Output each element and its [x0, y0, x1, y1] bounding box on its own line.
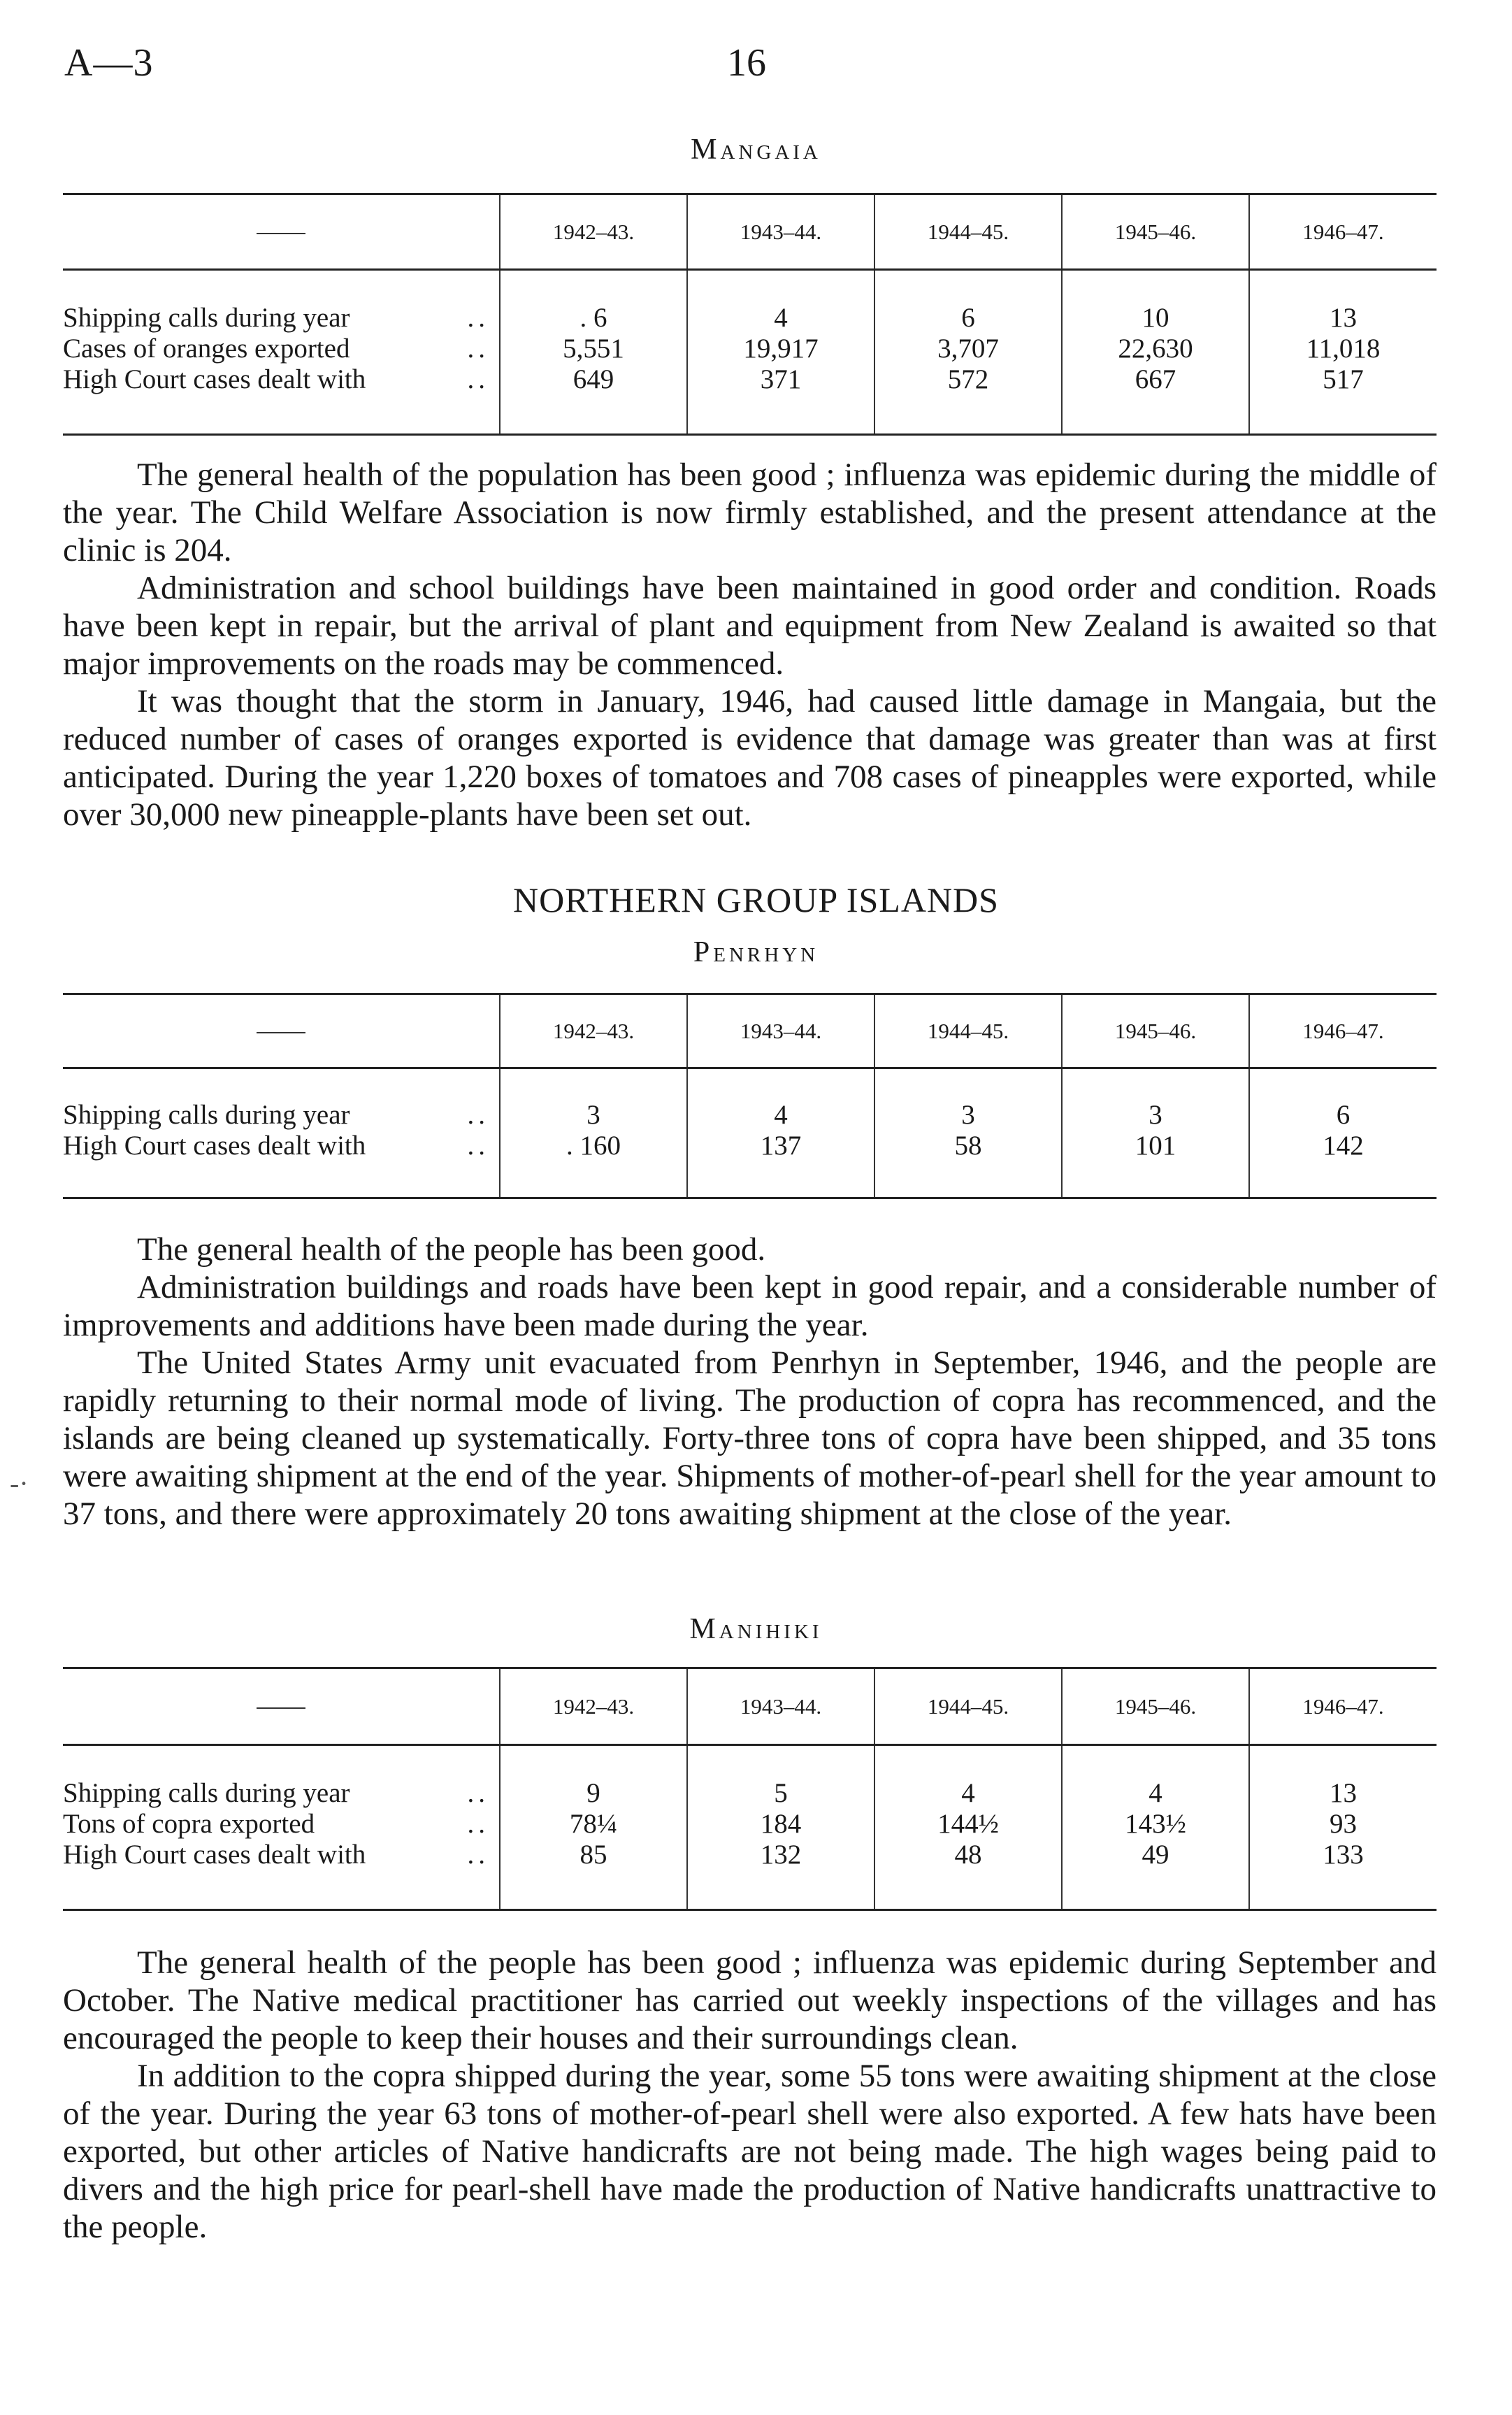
- data-column-1945-46: [1062, 1745, 1249, 1910]
- column-header: 1944–45.: [874, 194, 1062, 270]
- header-blank-cell: [63, 1668, 500, 1745]
- table-body: [63, 270, 1437, 435]
- table-cell: . 160: [566, 1131, 621, 1161]
- table-cell: 184: [760, 1809, 802, 1839]
- data-column-1946-47: [1249, 1068, 1437, 1198]
- table-cell: 13: [1330, 303, 1357, 333]
- table-cell: 4: [774, 303, 788, 333]
- data-column-1944-45: [874, 1068, 1062, 1198]
- table-header-row: [63, 194, 1437, 270]
- table-cell: 137: [760, 1131, 802, 1161]
- section-title-northern-group: NORTHERN GROUP ISLANDS: [513, 880, 999, 919]
- row-label: Cases of oranges exported ..: [63, 334, 489, 364]
- data-column-1946-47: [1249, 1745, 1437, 1910]
- section-title-penrhyn: Penrhyn: [693, 936, 819, 968]
- row-labels-cell: [63, 1745, 500, 1910]
- table-cell: 142: [1323, 1131, 1364, 1161]
- column-header: 1946–47.: [1249, 994, 1437, 1068]
- header-blank-cell: [63, 994, 500, 1068]
- section-title-mangaia: Mangaia: [691, 134, 821, 166]
- table-cell: 667: [1135, 364, 1176, 394]
- row-label: Shipping calls during year ..: [63, 1778, 489, 1808]
- data-column-1945-46: [1062, 1068, 1249, 1198]
- table-cell: 13: [1330, 1778, 1357, 1808]
- paragraph: Administration buildings and roads have been kept in good repair, and a considerable number of improvements and additions have been made during the year.: [63, 1269, 1437, 1343]
- table-cell: 517: [1323, 364, 1364, 394]
- dash-mark: [257, 1707, 305, 1709]
- penrhyn-table: [63, 993, 1437, 1199]
- manihiki-text: [63, 1944, 1437, 2246]
- column-header: 1942–43.: [500, 994, 687, 1068]
- data-column-1942-43: [500, 270, 687, 435]
- paragraph: In addition to the copra shipped during the year, some 55 tons were awaiting shipment at the close of the year. During the year 63 tons of mother-of-pearl shell were also exported. A few hats have been exported, but other articles of Native handicrafts are not being made. The high wages being paid to divers and the high price for pearl-shell have made the production of Native handicrafts unattractive to the people.: [63, 2058, 1437, 2245]
- table-cell: 49: [1142, 1840, 1169, 1870]
- mangaia-table: [63, 193, 1437, 436]
- paragraph: Administration and school buildings have been maintained in good order and condition. Roads have been kept in repair, but the arrival of plant and equipment from New Zealand is awaited so that major improvements on the roads may be commenced.: [63, 570, 1437, 682]
- table-cell: 101: [1135, 1131, 1176, 1161]
- table-cell: 10: [1142, 303, 1169, 333]
- column-header: 1945–46.: [1062, 1668, 1249, 1745]
- column-header: 1946–47.: [1249, 1668, 1437, 1745]
- column-header: 1945–46.: [1062, 194, 1249, 270]
- column-header: 1945–46.: [1062, 994, 1249, 1068]
- paragraph: The United States Army unit evacuated from Penrhyn in September, 1946, and the people are rapidly returning to their normal mode of living. The production of copra has recommenced, and the islands are being cleaned up systematically. Forty-three tons of copra have been shipped, and 35 tons were awaiting shipment at the end of the year. Shipments of mother-of-pearl shell for the year amount to 37 tons, and there were approximately 20 tons awaiting shipment at the close of the year.: [63, 1345, 1437, 1532]
- manihiki-table: [63, 1667, 1437, 1911]
- table-header-row: [63, 994, 1437, 1068]
- table-cell: 649: [573, 364, 614, 394]
- dash-mark: [257, 233, 305, 234]
- table-cell: 85: [579, 1840, 607, 1870]
- row-label: High Court cases dealt with ..: [63, 1840, 489, 1870]
- table-cell: 9: [586, 1778, 600, 1808]
- row-label: Tons of copra exported ..: [63, 1809, 489, 1839]
- paragraph: The general health of the people has been good.: [137, 1231, 766, 1268]
- table-cell: 58: [954, 1131, 982, 1161]
- row-labels-cell: [63, 270, 500, 435]
- table-cell: 371: [760, 364, 802, 394]
- paragraph: The general health of the population has been good ; influenza was epidemic during the middle of the year. The Child Welfare Association is now firmly established, and the present attendance at the clinic is 204.: [63, 457, 1437, 568]
- table-cell: . 6: [579, 303, 607, 333]
- section-title-manihiki: Manihiki: [689, 1613, 823, 1645]
- row-labels-cell: [63, 1068, 500, 1198]
- paragraph: It was thought that the storm in January, 1946, had caused little damage in Mangaia, but the reduced number of cases of oranges exported is evidence that damage was greater than was at first anticipated. During the year 1,220 boxes of tomatoes and 708 cases of pineapples were exported, while over 30,000 new pineapple-plants have been set out.: [63, 683, 1437, 833]
- margin-mark: -·: [10, 1468, 29, 1499]
- data-column-1943-44: [687, 270, 874, 435]
- table-cell: 11,018: [1306, 334, 1381, 364]
- table-cell: 5: [774, 1778, 788, 1808]
- dash-mark: [257, 1032, 305, 1033]
- column-header: 1946–47.: [1249, 194, 1437, 270]
- data-column-1946-47: [1249, 270, 1437, 435]
- column-header: 1944–45.: [874, 1668, 1062, 1745]
- penrhyn-text: [63, 1231, 1437, 1533]
- page-number: 16: [727, 41, 766, 85]
- table-cell: 5,551: [563, 334, 624, 364]
- table-cell: 132: [760, 1840, 802, 1870]
- data-column-1944-45: [874, 270, 1062, 435]
- table-cell: 6: [1336, 1100, 1351, 1130]
- data-column-1942-43: [500, 1068, 687, 1198]
- column-header: 1943–44.: [687, 994, 874, 1068]
- row-label: Shipping calls during year ..: [63, 1100, 489, 1130]
- table-cell: 19,917: [743, 334, 819, 364]
- table-cell: 144½: [937, 1809, 999, 1839]
- row-label: High Court cases dealt with ..: [63, 364, 489, 394]
- table-cell: 78¼: [569, 1809, 618, 1839]
- table-header-row: [63, 1668, 1437, 1745]
- header-blank-cell: [63, 194, 500, 270]
- table-cell: 3: [961, 1100, 975, 1130]
- table-body: [63, 1068, 1437, 1198]
- column-header: 1943–44.: [687, 194, 874, 270]
- table-cell: 4: [961, 1778, 975, 1808]
- column-header: 1944–45.: [874, 994, 1062, 1068]
- table-cell: 3,707: [937, 334, 999, 364]
- table-cell: 93: [1330, 1809, 1357, 1839]
- mangaia-text: [63, 456, 1437, 833]
- table-cell: 22,630: [1118, 334, 1193, 364]
- table-cell: 133: [1323, 1840, 1364, 1870]
- row-label: Shipping calls during year ..: [63, 303, 489, 333]
- data-column-1942-43: [500, 1745, 687, 1910]
- table-cell: 143½: [1125, 1809, 1186, 1839]
- table-body: [63, 1745, 1437, 1910]
- table-cell: 3: [586, 1100, 600, 1130]
- column-header: 1943–44.: [687, 1668, 874, 1745]
- document-series-code: A—3: [64, 41, 154, 85]
- table-cell: 572: [947, 364, 989, 394]
- table-cell: 4: [774, 1100, 788, 1130]
- data-column-1944-45: [874, 1745, 1062, 1910]
- data-column-1943-44: [687, 1745, 874, 1910]
- row-label: High Court cases dealt with ..: [63, 1131, 489, 1161]
- table-cell: 4: [1149, 1778, 1162, 1808]
- column-header: 1942–43.: [500, 1668, 687, 1745]
- data-column-1943-44: [687, 1068, 874, 1198]
- table-cell: 48: [954, 1840, 982, 1870]
- data-column-1945-46: [1062, 270, 1249, 435]
- paragraph: The general health of the people has been good ; influenza was epidemic during September and October. The Native medical practitioner has carried out weekly inspections of the villages and has encouraged the people to keep their houses and their surroundings clean.: [63, 1944, 1437, 2056]
- table-cell: 6: [961, 303, 975, 333]
- table-cell: 3: [1149, 1100, 1162, 1130]
- column-header: 1942–43.: [500, 194, 687, 270]
